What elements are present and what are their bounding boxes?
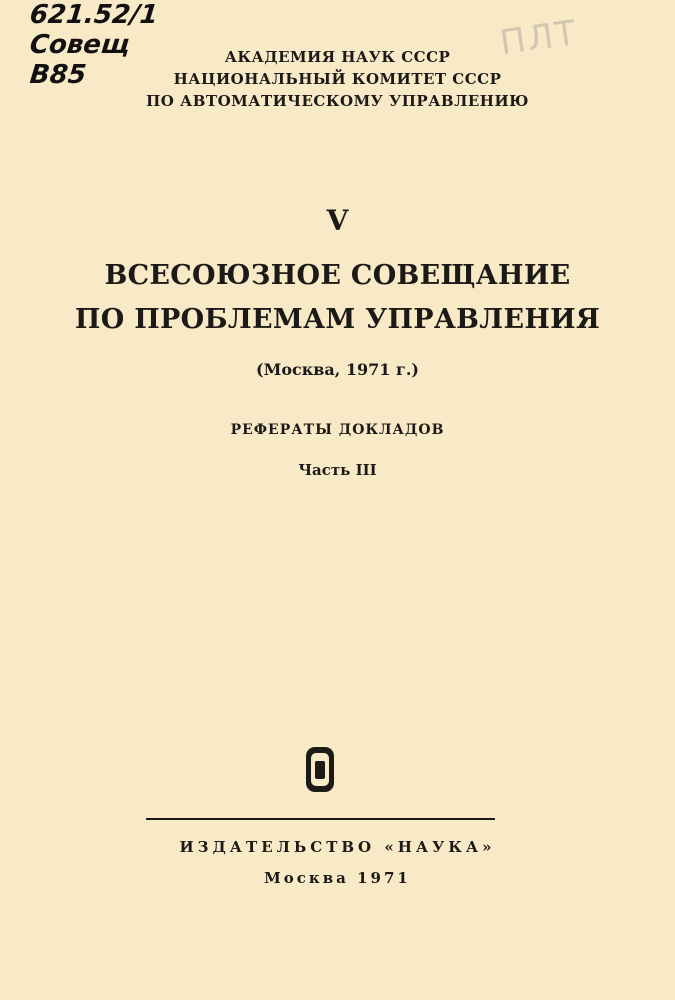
organization-line: АКАДЕМИЯ НАУК СССР (224, 48, 451, 66)
title-line: ВСЕСОЮЗНОЕ СОВЕЩАНИЕ (104, 260, 571, 291)
city-year: Москва 1971 (264, 869, 411, 887)
place-year: (Москва, 1971 г.) (256, 360, 419, 379)
publisher-name: ИЗДАТЕЛЬСТВО «НАУКА» (179, 838, 496, 856)
call-number-line: Совещ (28, 30, 132, 60)
organization-line: НАЦИОНАЛЬНЫЙ КОМИТЕТ СССР (173, 70, 502, 88)
part-label: Часть III (298, 461, 377, 479)
faint-stamp: ПЛТ (497, 12, 581, 64)
title-line: ПО ПРОБЛЕМАМ УПРАВЛЕНИЯ (74, 304, 601, 335)
nauka-publisher-logo-icon (306, 747, 334, 792)
organization-line: ПО АВТОМАТИЧЕСКОМУ УПРАВЛЕНИЮ (146, 92, 529, 110)
organization-block (0, 46, 675, 112)
volume-number: V (326, 204, 349, 237)
book-title (0, 254, 675, 342)
abstracts-label: РЕФЕРАТЫ ДОКЛАДОВ (230, 422, 445, 438)
call-number-line: 621.52/1 (28, 0, 160, 30)
divider-rule (146, 818, 495, 820)
call-number-line: В85 (28, 60, 88, 90)
